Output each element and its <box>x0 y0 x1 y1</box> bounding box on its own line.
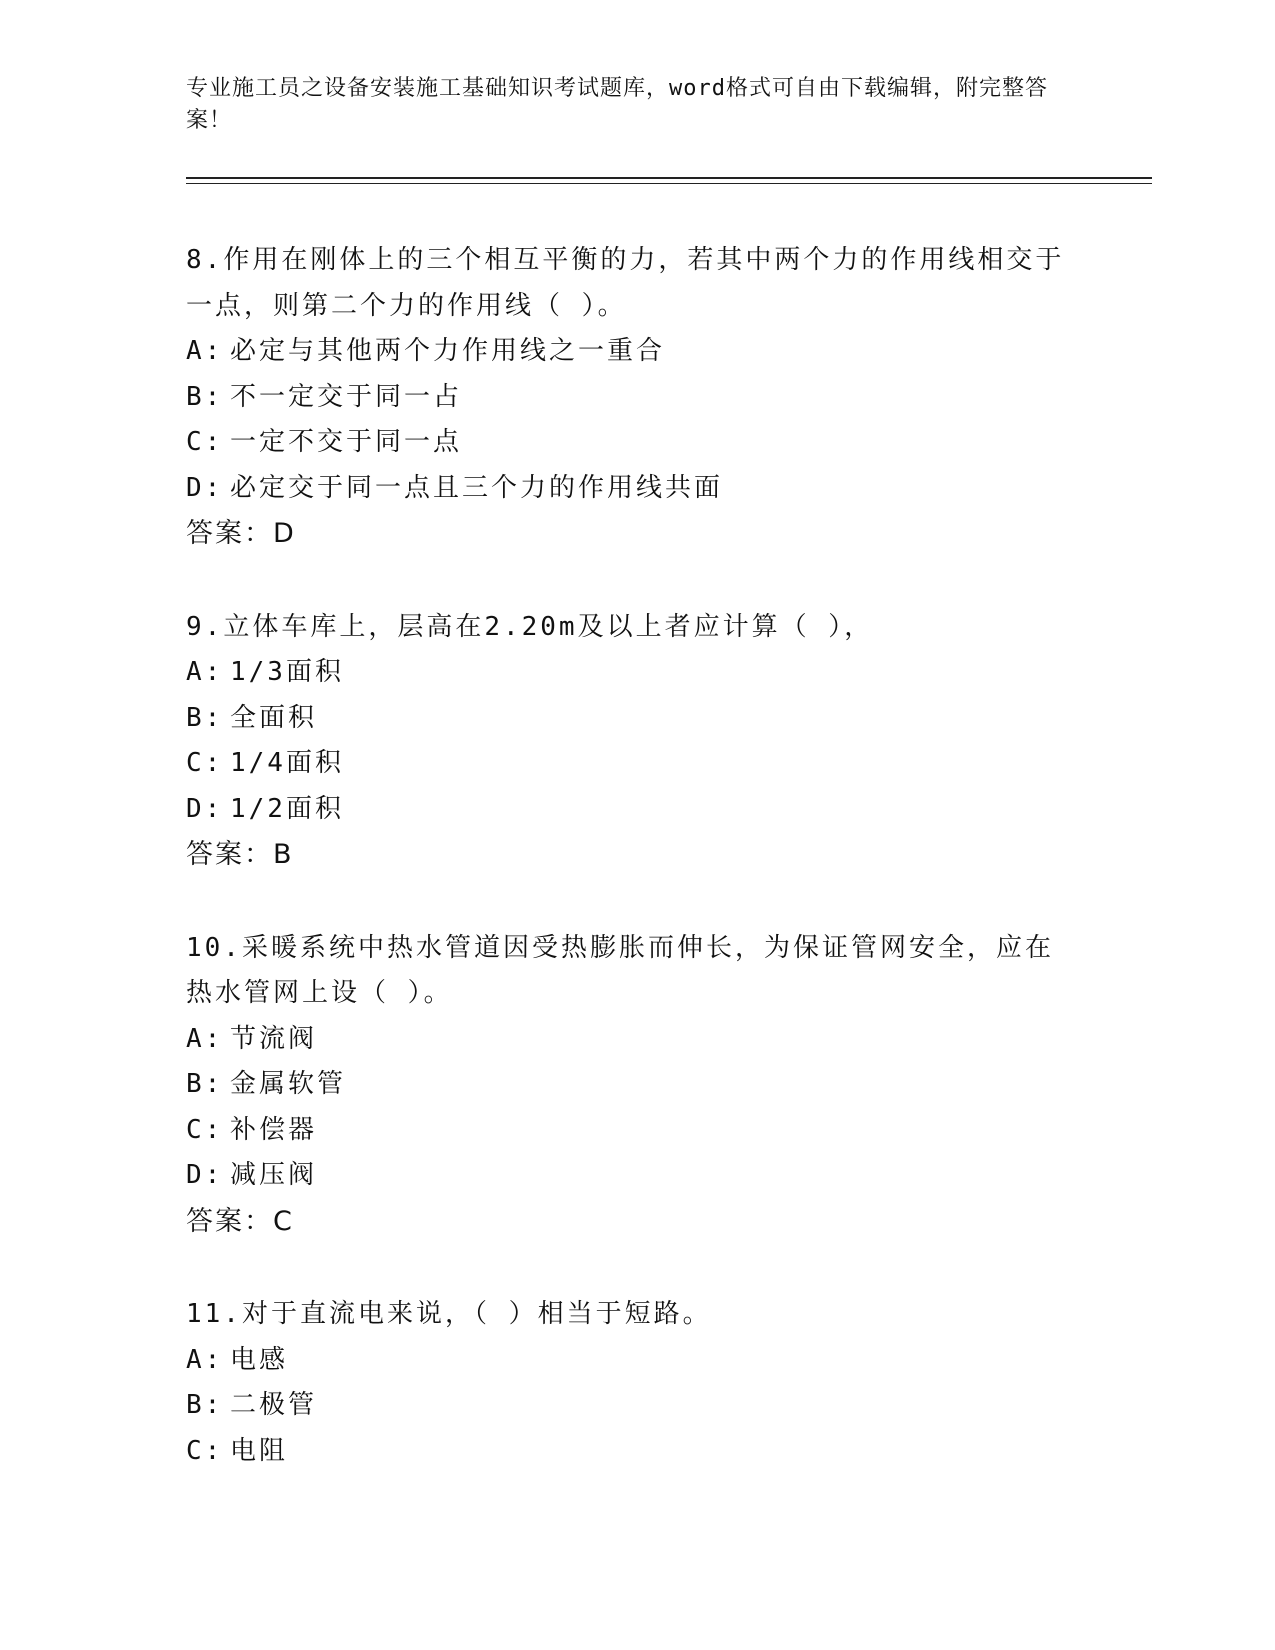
option-text: 1/3面积 <box>230 657 344 687</box>
option-letter: A: <box>186 1023 224 1054</box>
option-a <box>186 1338 1086 1384</box>
question-text <box>186 1292 1066 1338</box>
option-text: 全面积 <box>230 702 318 733</box>
option-letter: D: <box>186 793 224 824</box>
question-stem: 采暖系统中热水管道因受热膨胀而伸长，为保证管网安全，应在热水管网上设（ ）。 <box>186 932 1054 1008</box>
question-number: 11. <box>186 1299 242 1329</box>
answer-line: 答案：B <box>186 839 294 870</box>
option-letter: D: <box>186 1160 224 1190</box>
option-c <box>186 1108 1086 1154</box>
option-b <box>186 696 1086 742</box>
option-text: 二极管 <box>230 1390 318 1420</box>
question-10 <box>186 926 1086 1245</box>
answer-line: 答案：D <box>186 518 296 549</box>
option-c <box>186 741 1086 787</box>
option-d <box>186 787 1086 833</box>
option-text: 必定与其他两个力作用线之一重合 <box>230 336 666 366</box>
question-list <box>186 238 1086 1522</box>
question-9 <box>186 605 1086 878</box>
option-letter: C: <box>186 748 224 778</box>
header-rule-thick <box>186 177 1152 179</box>
option-a <box>186 650 1086 696</box>
question-8 <box>186 238 1086 557</box>
question-text <box>186 605 1066 651</box>
question-number: 9. <box>186 611 224 642</box>
option-letter: B: <box>186 1069 224 1099</box>
option-text: 电感 <box>230 1344 289 1375</box>
option-text: 补偿器 <box>230 1114 318 1145</box>
option-letter: B: <box>186 1390 224 1420</box>
option-letter: C: <box>186 427 224 457</box>
option-c <box>186 1429 1086 1475</box>
option-text: 金属软管 <box>230 1069 347 1099</box>
option-text: 1/2面积 <box>230 793 344 824</box>
option-text: 节流阀 <box>230 1023 318 1054</box>
option-letter: C: <box>186 1435 224 1466</box>
option-letter: C: <box>186 1114 224 1145</box>
question-stem: 对于直流电来说，（ ）相当于短路。 <box>241 1299 712 1329</box>
option-d <box>186 1153 1086 1199</box>
answer-line: 答案：C <box>186 1205 294 1237</box>
option-b <box>186 1062 1086 1108</box>
option-text: 电阻 <box>230 1435 289 1466</box>
question-number: 10. <box>186 932 242 963</box>
option-a <box>186 1017 1086 1063</box>
option-text: 不一定交于同一占 <box>230 381 463 412</box>
option-d <box>186 466 1086 512</box>
option-text: 1/4面积 <box>230 748 344 778</box>
option-letter: D: <box>186 472 224 503</box>
option-letter: A: <box>186 336 224 366</box>
header-rule-thin <box>186 183 1152 184</box>
option-text: 必定交于同一点且三个力的作用线共面 <box>230 472 724 503</box>
option-c <box>186 420 1086 466</box>
option-letter: B: <box>186 702 224 733</box>
option-text: 一定不交于同一点 <box>230 427 463 457</box>
option-letter: A: <box>186 1344 224 1375</box>
option-b <box>186 1383 1086 1429</box>
option-letter: A: <box>186 657 224 687</box>
question-11 <box>186 1292 1086 1474</box>
question-text <box>186 238 1066 329</box>
document-header: 专业施工员之设备安装施工基础知识考试题库，word格式可自由下载编辑，附完整答案！ <box>186 76 1048 133</box>
question-stem: 作用在刚体上的三个相互平衡的力，若其中两个力的作用线相交于一点，则第二个力的作用线（ ）。 <box>186 245 1065 321</box>
option-b <box>186 375 1086 421</box>
option-letter: B: <box>186 381 224 412</box>
question-text <box>186 926 1066 1017</box>
question-number: 8. <box>186 245 224 275</box>
option-text: 减压阀 <box>230 1160 318 1190</box>
question-stem: 立体车库上，层高在2.20m及以上者应计算（ ）， <box>223 611 874 642</box>
option-a <box>186 329 1086 375</box>
